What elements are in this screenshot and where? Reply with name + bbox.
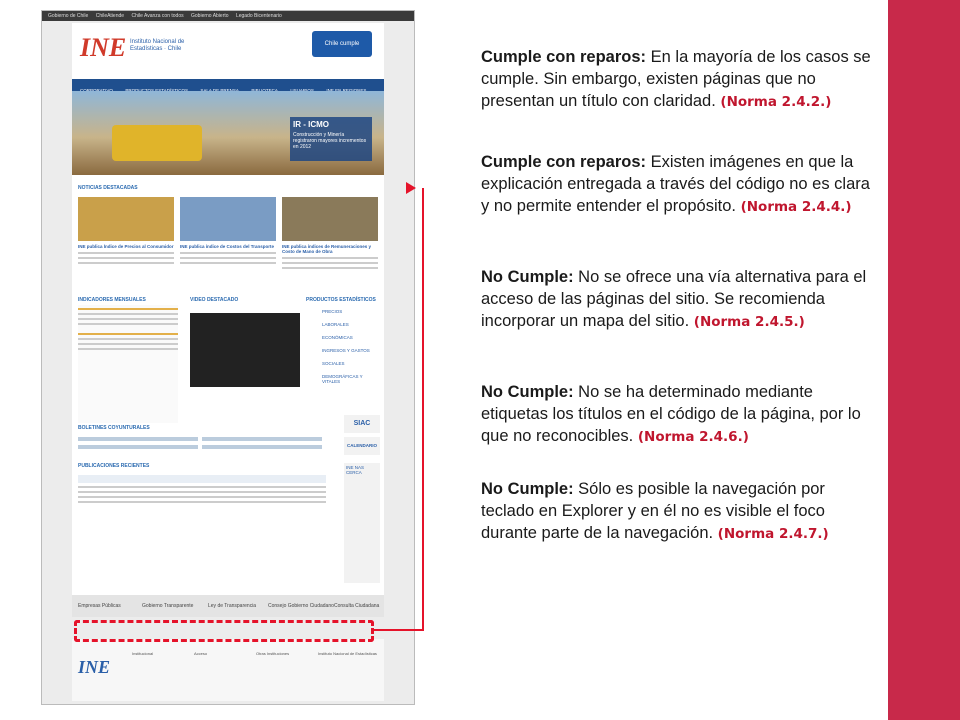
finding-text: No se ofrece una vía alternativa para el acceso de las páginas del sitio. Se recomienda incorporar un mapa del sitio.: [481, 268, 867, 330]
text-line: [78, 252, 174, 254]
hero-banner[interactable]: [72, 91, 384, 175]
publication-header: [120, 475, 176, 483]
text-line: [220, 496, 276, 498]
footer-link[interactable]: Ley de Transparencia: [208, 603, 257, 609]
finding-text: Existen imágenes en que la explicación entregada a través del código no es clara y no permite entender el propósito.: [481, 153, 870, 215]
footer-highlight-box: [74, 620, 374, 642]
text-line: [270, 496, 326, 498]
footer-logo: INE: [78, 657, 111, 677]
finding-label: No Cumple:: [481, 383, 574, 401]
logo-text: INE: [80, 33, 127, 62]
indicator-row[interactable]: [78, 308, 178, 310]
news-title: INE publica Índice de Precios al Consumidor: [78, 244, 174, 249]
indicator-row[interactable]: [78, 323, 178, 325]
text-line: [220, 491, 276, 493]
text-line: [220, 486, 276, 488]
bulletin-link[interactable]: [202, 445, 322, 449]
topbar-link[interactable]: ChileAtiende: [95, 13, 125, 19]
footer-link[interactable]: Consejo Gobierno Ciudadano: [268, 603, 334, 609]
hero-caption-text: Construcción y Minería registraron mayores incrementos en 2012: [293, 132, 367, 150]
finding-item: [481, 266, 881, 333]
footer-column[interactable]: Instituto Nacional de Estadísticas: [318, 651, 377, 656]
text-line: [170, 496, 226, 498]
bulletin-link[interactable]: [78, 445, 198, 449]
accent-bar: [888, 0, 960, 720]
text-line: [180, 257, 276, 259]
indicator-row[interactable]: [78, 318, 178, 320]
text-line: [220, 501, 276, 503]
news-title: INE publica índices de Remuneraciones y Costo de Mano de Obra: [282, 244, 372, 254]
indicator-row[interactable]: [78, 333, 178, 335]
norm-reference: (Norma 2.4.2.): [720, 94, 832, 110]
text-line: [78, 262, 174, 264]
norm-reference: (Norma 2.4.6.): [637, 429, 749, 445]
site-header: [72, 23, 384, 79]
chile-cumple-badge[interactable]: Chile cumple: [312, 31, 372, 57]
publication-header: [220, 475, 276, 483]
publication-card[interactable]: [270, 475, 326, 545]
footer-link[interactable]: Empresas Públicas: [78, 603, 121, 609]
news-title: INE publica índice de Costos del Transporte: [180, 244, 275, 249]
footer-column[interactable]: Acceso: [194, 651, 208, 656]
publication-header: [170, 475, 226, 483]
hero-caption-title: IR - ICMO: [293, 120, 329, 129]
product-link[interactable]: SOCIALES: [322, 361, 345, 366]
text-line: [120, 491, 176, 493]
bulletin-link[interactable]: [78, 437, 198, 441]
video-title: VIDEO DESTACADO: [190, 297, 239, 303]
finding-label: No Cumple:: [481, 480, 574, 498]
norm-reference: (Norma 2.4.5.): [693, 314, 805, 330]
news-card[interactable]: [180, 197, 276, 289]
text-line: [170, 501, 226, 503]
text-line: [120, 486, 176, 488]
finding-label: Cumple con reparos:: [481, 48, 647, 66]
news-section-title: NOTICIAS DESTACADAS: [78, 185, 138, 191]
text-line: [180, 262, 276, 264]
ine-logo[interactable]: [80, 33, 126, 63]
text-line: [78, 257, 174, 259]
logo-subtitle: Instituto Nacional de Estadísticas · Chile: [130, 39, 185, 52]
website-screenshot: [41, 10, 415, 705]
topbar-link[interactable]: Gobierno de Chile: [48, 13, 89, 19]
finding-text: No se ha determinado mediante etiquetas los títulos en el código de la página, por lo que no reconocibles.: [481, 383, 861, 445]
text-line: [180, 252, 276, 254]
footer-column[interactable]: Institucional: [132, 651, 154, 656]
publication-header: [270, 475, 326, 483]
text-line: [270, 501, 326, 503]
topbar-link[interactable]: Chile Avanza con todos: [131, 13, 184, 19]
video-player[interactable]: [190, 313, 300, 387]
news-card[interactable]: [282, 197, 378, 289]
product-link[interactable]: INGRESOS Y GASTOS: [322, 348, 370, 353]
indicator-row[interactable]: [78, 343, 178, 345]
main-content: [72, 175, 384, 595]
finding-label: Cumple con reparos:: [481, 153, 647, 171]
calendario-banner[interactable]: CALENDARIO: [344, 437, 380, 455]
products-list: [306, 305, 378, 423]
arrow-icon: [406, 182, 416, 194]
norm-reference: (Norma 2.4.7.): [717, 526, 829, 542]
topbar-link[interactable]: Legado Bicentenario: [235, 13, 282, 19]
product-link[interactable]: PRECIOS: [322, 309, 343, 314]
finding-item: [481, 478, 881, 545]
topbar-link[interactable]: Gobierno Abierto: [191, 13, 229, 19]
connector-line: [374, 629, 422, 631]
twitter-feed[interactable]: INE NAS CERCA: [344, 463, 380, 583]
products-title: PRODUCTOS ESTADÍSTICOS: [306, 297, 376, 303]
text-line: [170, 486, 226, 488]
bulletin-link[interactable]: [202, 437, 322, 441]
product-link[interactable]: ECONÓMICAS: [322, 335, 353, 340]
text-line: [120, 501, 176, 503]
finding-text: Sólo es posible la navegación por teclado en Explorer y en él no es visible el foco durante parte de la navegación.: [481, 480, 825, 542]
publication-card[interactable]: [120, 475, 176, 545]
footer-link[interactable]: Consulta Ciudadana: [334, 603, 380, 609]
siac-banner[interactable]: SIAC: [344, 415, 380, 433]
finding-label: No Cumple:: [481, 268, 574, 286]
news-image: [78, 197, 174, 241]
site-footer: [72, 639, 384, 701]
hero-caption[interactable]: [290, 117, 372, 161]
news-card[interactable]: [78, 197, 174, 289]
text-line: [282, 257, 378, 259]
bulletins-title: BOLETINES COYUNTURALES: [78, 425, 150, 431]
connector-line: [422, 188, 424, 631]
text-line: [282, 267, 378, 269]
indicators-panel: [78, 305, 178, 423]
publication-card[interactable]: [220, 475, 276, 545]
government-topbar: [42, 11, 414, 21]
news-image: [180, 197, 276, 241]
norm-reference: (Norma 2.4.4.): [740, 199, 852, 215]
footer-column[interactable]: Otras Instituciones: [256, 651, 290, 656]
finding-item: [481, 381, 881, 448]
text-line: [120, 496, 176, 498]
finding-item: [481, 46, 881, 113]
text-line: [270, 486, 326, 488]
footer-link[interactable]: Gobierno Transparente: [142, 603, 194, 609]
news-image: [282, 197, 378, 241]
footer-links: [72, 595, 384, 617]
finding-text: En la mayoría de los casos se cumple. Sin embargo, existen páginas que no presentan un título con claridad.: [481, 48, 871, 110]
main-nav: [72, 79, 384, 91]
product-link[interactable]: DEMOGRÁFICAS Y VITALES: [322, 374, 363, 384]
finding-item: [481, 151, 881, 218]
text-line: [170, 491, 226, 493]
indicator-row[interactable]: [78, 348, 178, 350]
indicators-title: INDICADORES MENSUALES: [78, 297, 146, 303]
excavator-image: [112, 125, 202, 161]
publication-card[interactable]: [170, 475, 226, 545]
indicator-row[interactable]: [78, 313, 178, 315]
publications-title: PUBLICACIONES RECIENTES: [78, 463, 150, 469]
indicator-row[interactable]: [78, 338, 178, 340]
text-line: [270, 491, 326, 493]
text-line: [282, 262, 378, 264]
product-link[interactable]: LABORALES: [322, 322, 349, 327]
